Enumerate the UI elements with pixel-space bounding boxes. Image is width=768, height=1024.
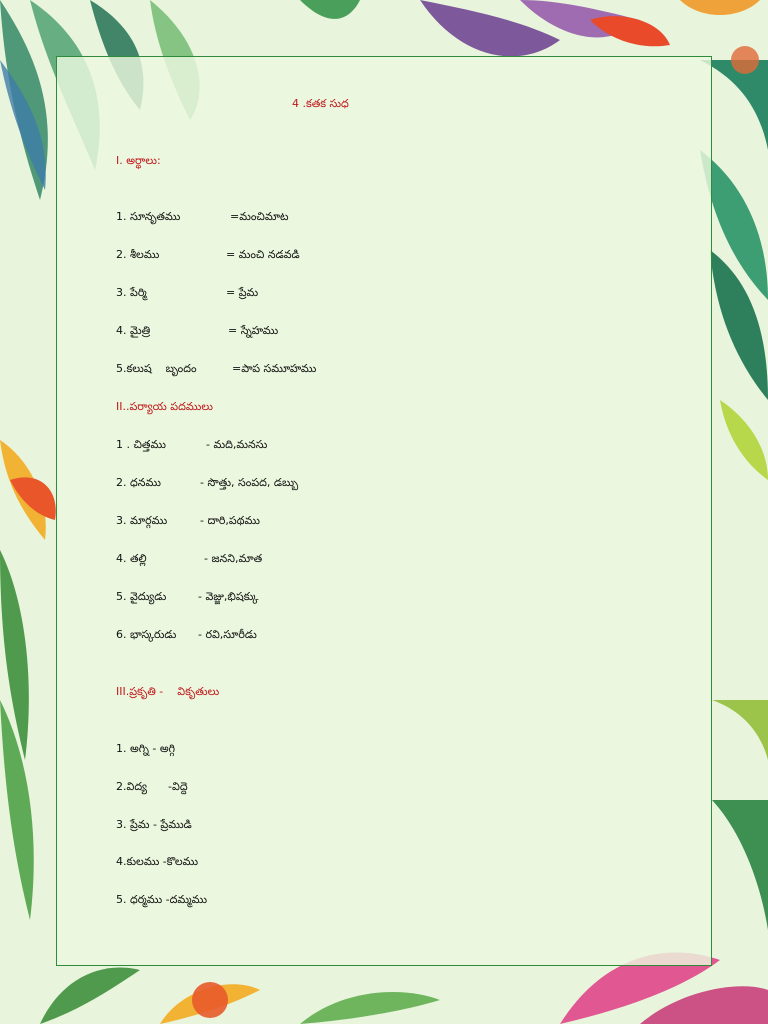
leaf-cluster-right — [712, 700, 768, 930]
section3-item-5: 5. ధర్మము -దమ్మము — [116, 893, 208, 906]
section1-term-4: 4. మైత్రి — [116, 324, 151, 337]
section2-meaning-5: - వెజ్జు,భిషక్కు — [198, 590, 259, 603]
section1-heading: I. అర్థాలు: — [116, 154, 161, 167]
section3-heading: III.ప్రకృతి - వికృతులు — [116, 685, 220, 698]
section1-term-2: 2. శీలము — [116, 248, 160, 261]
section2-term-5: 5. వైద్యుడు — [116, 590, 167, 603]
section2-meaning-2: - సొత్తు, సంపద, డబ్బు — [200, 476, 299, 489]
section2-term-6: 6. భాస్కరుడు — [116, 628, 177, 641]
section2-meaning-3: - దారి,పథము — [200, 514, 260, 527]
section1-term-5: 5.కలుష బృందం — [116, 362, 197, 375]
flower-cluster-left — [0, 440, 56, 920]
section3-item-4: 4.కులము -కొలము — [116, 855, 199, 868]
section1-term-1: 1. సూనృతము — [116, 210, 181, 223]
section3-item-1: 1. అగ్ని - అగ్గి — [116, 742, 176, 755]
page-title: 4 .కతక సుధ — [292, 97, 349, 110]
section1-meaning-5: =పాప సమూహము — [232, 362, 317, 375]
section1-term-3: 3. పేర్మి — [116, 286, 147, 299]
section3-item-2: 2.విద్య -విద్దె — [116, 780, 188, 793]
section3-item-3: 3. ప్రేమ - ప్రేముడి — [116, 818, 192, 831]
section2-heading: II..పర్యాయ పదములు — [116, 400, 213, 413]
section2-term-2: 2. ధనము — [116, 476, 161, 489]
section1-meaning-1: =మంచిమాట — [230, 210, 289, 223]
section2-meaning-6: - రవి,సూరీడు — [198, 628, 257, 641]
section2-meaning-1: - మది,మనసు — [206, 438, 268, 451]
section1-meaning-3: = ప్రేమ — [226, 286, 259, 299]
section2-term-1: 1 . చిత్తము — [116, 438, 166, 451]
section2-term-4: 4. తల్లి — [116, 552, 147, 565]
section1-meaning-4: = స్నేహము — [228, 324, 279, 337]
section1-meaning-2: = మంచి నడవడి — [226, 248, 300, 261]
section2-term-3: 3. మార్గము — [116, 514, 168, 527]
section2-meaning-4: - జనని,మాత — [204, 552, 263, 565]
